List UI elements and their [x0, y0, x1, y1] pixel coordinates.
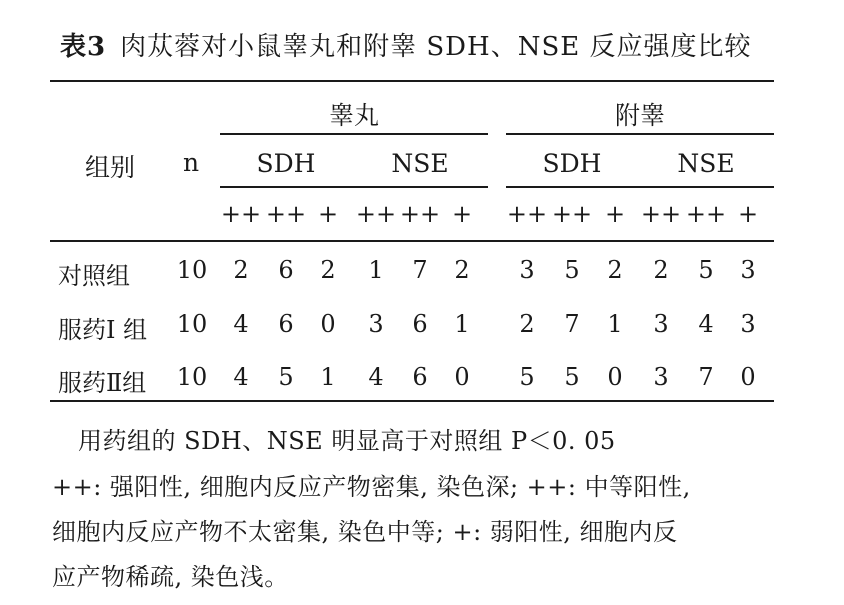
table-cell: 3: [653, 310, 669, 338]
header-tissue-epididymis: 附睾: [614, 101, 666, 130]
table-cell: 3: [368, 310, 384, 338]
tissue-rule-epididymis: [506, 133, 774, 135]
table-cell: 3: [519, 256, 535, 284]
header-n: n: [182, 148, 200, 177]
grade-header-cell: +: [737, 200, 759, 228]
table-cell: 1: [320, 363, 336, 391]
header-tissue-testis: 睾丸: [328, 101, 380, 130]
note-legend-line: 应产物稀疏, 染色浅。: [52, 563, 289, 591]
grade-header-cell: ++: [399, 200, 441, 228]
table-cell: 5: [698, 256, 714, 284]
table-cell: 4: [368, 363, 384, 391]
note-legend-line: ++: 强阳性, 细胞内反应产物密集, 染色深; ++: 中等阳性,: [52, 473, 691, 501]
grade-header-cell: ++: [685, 200, 727, 228]
enzyme-rule-epididymis: [506, 186, 774, 188]
grade-header-cell: +: [317, 200, 339, 228]
table-cell: 4: [233, 310, 249, 338]
table-cell: 0: [320, 310, 336, 338]
table-cell: 2: [653, 256, 669, 284]
row-n: 10: [176, 310, 208, 338]
row-n: 10: [176, 363, 208, 391]
table-cell: 7: [698, 363, 714, 391]
table-cell: 2: [607, 256, 623, 284]
table-cell: 5: [519, 363, 535, 391]
row-group-label: 对照组: [58, 262, 130, 290]
header-bottom-rule: [50, 240, 774, 242]
grade-header-cell: +: [451, 200, 473, 228]
table-cell: 5: [278, 363, 294, 391]
table-cell: 4: [698, 310, 714, 338]
table-cell: 6: [278, 310, 294, 338]
header-enzyme: NSE: [391, 149, 449, 178]
grade-header-cell: +: [604, 200, 626, 228]
table-cell: 4: [233, 363, 249, 391]
table-cell: 5: [564, 363, 580, 391]
header-group: 组别: [84, 153, 136, 182]
table-cell: 6: [412, 363, 428, 391]
row-group-label: 服药Ⅱ组: [58, 369, 147, 397]
table-cell: 1: [607, 310, 623, 338]
table-cell: 2: [519, 310, 535, 338]
row-group-label: 服药Ⅰ 组: [58, 316, 148, 344]
header-enzyme: SDH: [256, 149, 316, 178]
table-cell: 6: [278, 256, 294, 284]
caption-text: 肉苁蓉对小鼠睾丸和附睾 SDH、NSE 反应强度比较: [120, 32, 752, 62]
grade-header-cell: ++: [355, 200, 397, 228]
table-cell: 5: [564, 256, 580, 284]
table-cell: 7: [564, 310, 580, 338]
table-caption: [60, 26, 752, 63]
table-cell: 1: [368, 256, 384, 284]
top-rule: [50, 80, 774, 82]
table-cell: 3: [653, 363, 669, 391]
note-significance: 用药组的 SDH、NSE 明显高于对照组 P＜0. 05: [78, 427, 616, 455]
tissue-rule-testis: [220, 133, 488, 135]
grade-header-cell: ++: [506, 200, 548, 228]
table-cell: 6: [412, 310, 428, 338]
row-n: 10: [176, 256, 208, 284]
caption-label: 表3: [60, 32, 107, 62]
table-cell: 2: [320, 256, 336, 284]
header-enzyme: NSE: [677, 149, 735, 178]
table-cell: 0: [740, 363, 756, 391]
note-legend-line: 细胞内反应产物不太密集, 染色中等; +: 弱阳性, 细胞内反: [52, 518, 678, 546]
table-cell: 2: [454, 256, 470, 284]
table-cell: 3: [740, 310, 756, 338]
table-cell: 0: [454, 363, 470, 391]
grade-header-cell: ++: [265, 200, 307, 228]
table-cell: 3: [740, 256, 756, 284]
enzyme-rule-testis: [220, 186, 488, 188]
table-cell: 2: [233, 256, 249, 284]
bottom-rule: [50, 400, 774, 402]
grade-header-cell: ++: [551, 200, 593, 228]
grade-header-cell: ++: [220, 200, 262, 228]
table-cell: 1: [454, 310, 470, 338]
table-cell: 7: [412, 256, 428, 284]
header-enzyme: SDH: [542, 149, 602, 178]
grade-header-cell: ++: [640, 200, 682, 228]
table-cell: 0: [607, 363, 623, 391]
